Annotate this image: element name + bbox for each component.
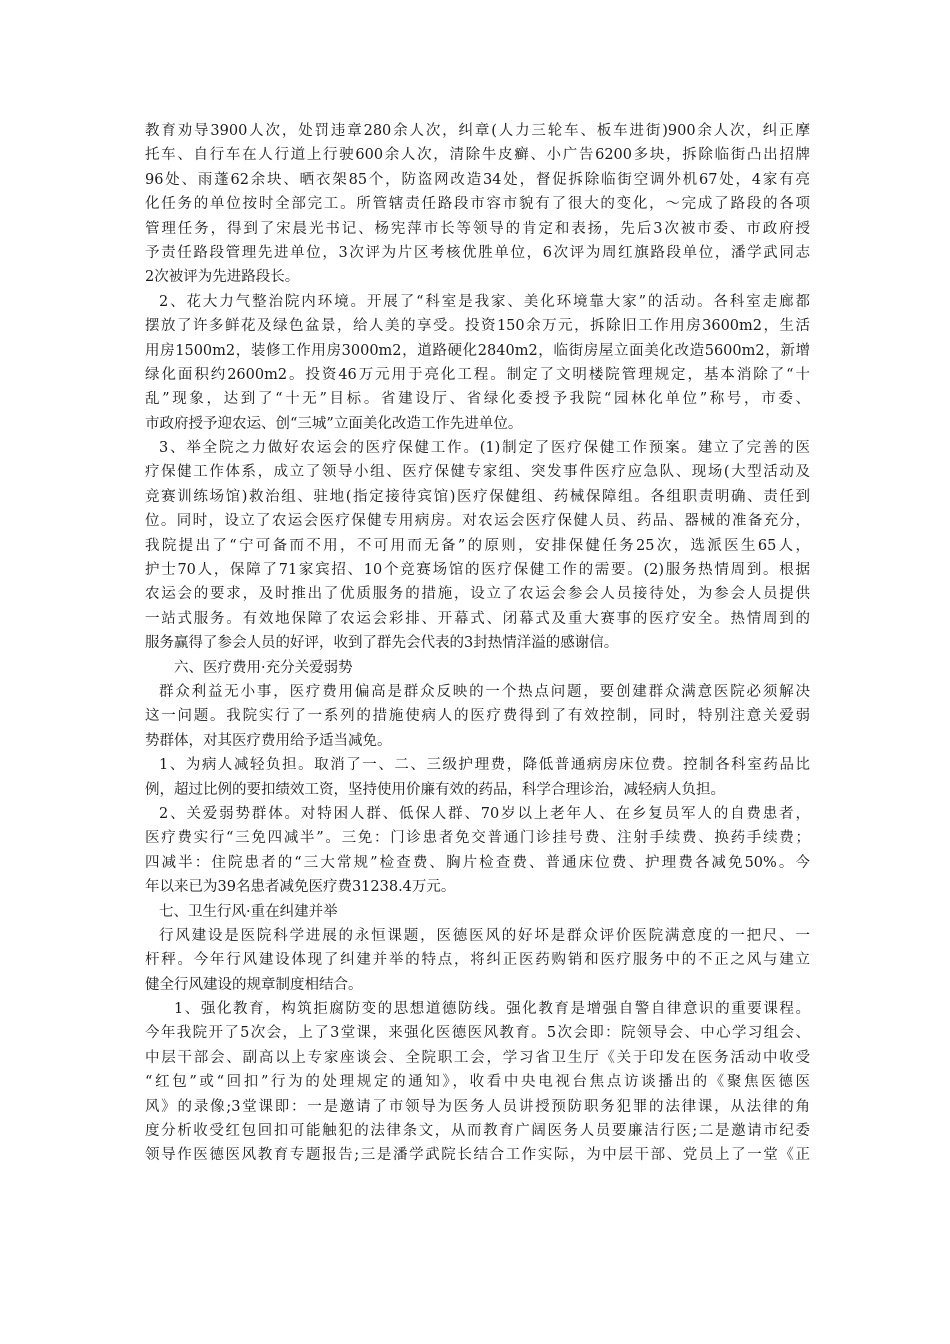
text-line: 杆秤。今年行风建设体现了纠建并举的特点，将纠正医药购销和医疗服务中的不正之风与建立 — [145, 952, 810, 969]
text-line: 服务赢得了参会人员的好评，收到了群先会代表的3封热情洋溢的感谢信。 — [145, 635, 619, 652]
text-line: 群众利益无小事，医疗费用偏高是群众反映的一个热点问题，要创建群众满意医院必须解决 — [159, 683, 810, 700]
text-line: 护士70人，保障了71家宾招、10个竞赛场馆的医疗保健工作的需要。(2)服务热情周到。根据 — [145, 562, 810, 579]
document-body — [145, 119, 810, 1168]
text-line: 疗保健工作体系，成立了领导小组、医疗保健专家组、突发事件医疗应急队、现场(大型活动及 — [145, 464, 810, 481]
text-line: 中层干部会、副高以上专家座谈会、全院职工会，学习省卫生厅《关于印发在医务活动中收受 — [145, 1049, 810, 1066]
text-line: 领导作医德医风教育专题报告;三是潘学武院长结合工作实际，为中层干部、党员上了一堂《正 — [145, 1147, 810, 1164]
text-line: 2、花大力气整治院内环境。开展了“科室是我家、美化环境靠大家”的活动。各科室走廊都 — [159, 293, 810, 310]
text-line: 托车、自行车在人行道上行驶600余人次，清除牛皮癣、小广告6200多块，拆除临街凸出招牌 — [145, 147, 810, 164]
text-line: 3、举全院之力做好农运会的医疗保健工作。(1)制定了医疗保健工作预案。建立了完善的医 — [159, 440, 810, 457]
text-line: 竞赛训练场馆)救治组、驻地(指定接待宾馆)医疗保健组、药械保障组。各组职责明确、责任到 — [145, 488, 810, 505]
text-line: 2次被评为先进路段长。 — [145, 269, 300, 286]
text-line: “红包”或“回扣”行为的处理规定的通知》，收看中央电视台焦点访谈播出的《聚焦医德医 — [145, 1074, 810, 1091]
text-line: 健全行风建设的规章制度相结合。 — [145, 976, 363, 993]
text-line: 摆放了许多鲜花及绿色盆景，给人美的享受。投资150余万元，拆除旧工作用房3600m2，生活 — [145, 318, 810, 335]
text-line: 我院提出了“宁可备而不用，不可用而无备”的原则，安排保健任务25次，选派医生65人， — [145, 537, 810, 554]
text-line: 例，超过比例的要扣绩效工资，坚持使用价廉有效的药品，科学合理诊治，减轻病人负担。 — [145, 781, 725, 798]
text-line: 2、关爱弱势群体。对特困人群、低保人群、70岁以上老年人、在乡复员军人的自费患者， — [159, 805, 810, 822]
text-line: 六、医疗费用·充分关爱弱势 — [174, 659, 353, 676]
text-line: 行风建设是医院科学进展的永恒课题，医德医风的好坏是群众评价医院满意度的一把尺、一 — [159, 927, 810, 944]
text-line: 今年我院开了5次会，上了3堂课，来强化医德医风教育。5次会即：院领导会、中心学习组会、 — [145, 1025, 810, 1042]
text-line: 用房1500m2，装修工作用房3000m2，道路硬化2840m2，临街房屋立面美化改造5600m2，新增 — [145, 342, 810, 359]
text-line: 农运会的要求，及时推出了优质服务的措施，设立了农运会参会人员接待处，为参会人员提供 — [145, 586, 810, 603]
text-line: 1、强化教育，构筑拒腐防变的思想道德防线。强化教育是增强自警自律意识的重要课程。 — [174, 1001, 810, 1018]
text-line: 管理任务，得到了宋晨光书记、杨宪萍市长等领导的肯定和表扬，先后3次被市委、市政府授 — [145, 220, 810, 237]
text-line: 化任务的单位按时全部完工。所管辖责任路段市容市貌有了很大的变化，～完成了路段的各项 — [145, 196, 810, 213]
text-line: 教育劝导3900人次，处罚违章280余人次，纠章(人力三轮车、板车进街)900余人次，纠正摩 — [145, 123, 810, 139]
text-line: 年以来已为39名患者减免医疗费31238.4万元。 — [145, 879, 456, 896]
text-line: 七、卫生行风·重在纠建并举 — [159, 903, 338, 920]
text-line: 一站式服务。有效地保障了农运会彩排、开幕式、闭幕式及重大赛事的医疗安全。热情周到的 — [145, 610, 810, 627]
text-line: 风》的录像;3堂课即：一是邀请了市领导为医务人员讲授预防职务犯罪的法律课，从法律的角 — [145, 1098, 810, 1115]
text-line: 绿化面积约2600m2。投资46万元用于亮化工程。制定了文明楼院管理规定，基本消除了“十 — [145, 366, 810, 383]
text-line: 市政府授予迎农运、创“三城”立面美化改造工作先进单位。 — [145, 415, 523, 432]
text-line: 势群体，对其医疗费用给予适当减免。 — [145, 732, 392, 749]
text-line: 这一问题。我院实行了一系列的措施使病人的医疗费得到了有效控制，同时，特别注意关爱弱 — [145, 708, 810, 725]
text-line: 度分析收受红包回扣可能触犯的法律条文，从而教育广阔医务人员要廉洁行医;二是邀请市纪委 — [145, 1123, 810, 1140]
text-line: 予责任路段管理先进单位，3次评为片区考核优胜单位，6次评为周红旗路段单位，潘学武同志 — [145, 244, 810, 261]
text-line: 96处、雨蓬62余块、晒衣架85个，防盗网改造34处，督促拆除临街空调外机67处，4家有亮 — [145, 171, 810, 188]
text-line: 位。同时，设立了农运会医疗保健专用病房。对农运会医疗保健人员、药品、器械的准备充分， — [145, 513, 810, 530]
text-line: 乱”现象，达到了“十无”目标。省建设厅、省绿化委授予我院“园林化单位”称号，市委、 — [145, 391, 810, 408]
text-line: 1、为病人减轻负担。取消了一、二、三级护理费，降低普通病房床位费。控制各科室药品比 — [159, 757, 810, 774]
text-line: 医疗费实行“三免四减半”。三免：门诊患者免交普通门诊挂号费、注射手续费、换药手续费； — [145, 830, 810, 847]
text-line: 四减半：住院患者的“三大常规”检查费、胸片检查费、普通床位费、护理费各减免50%。今 — [145, 854, 810, 871]
